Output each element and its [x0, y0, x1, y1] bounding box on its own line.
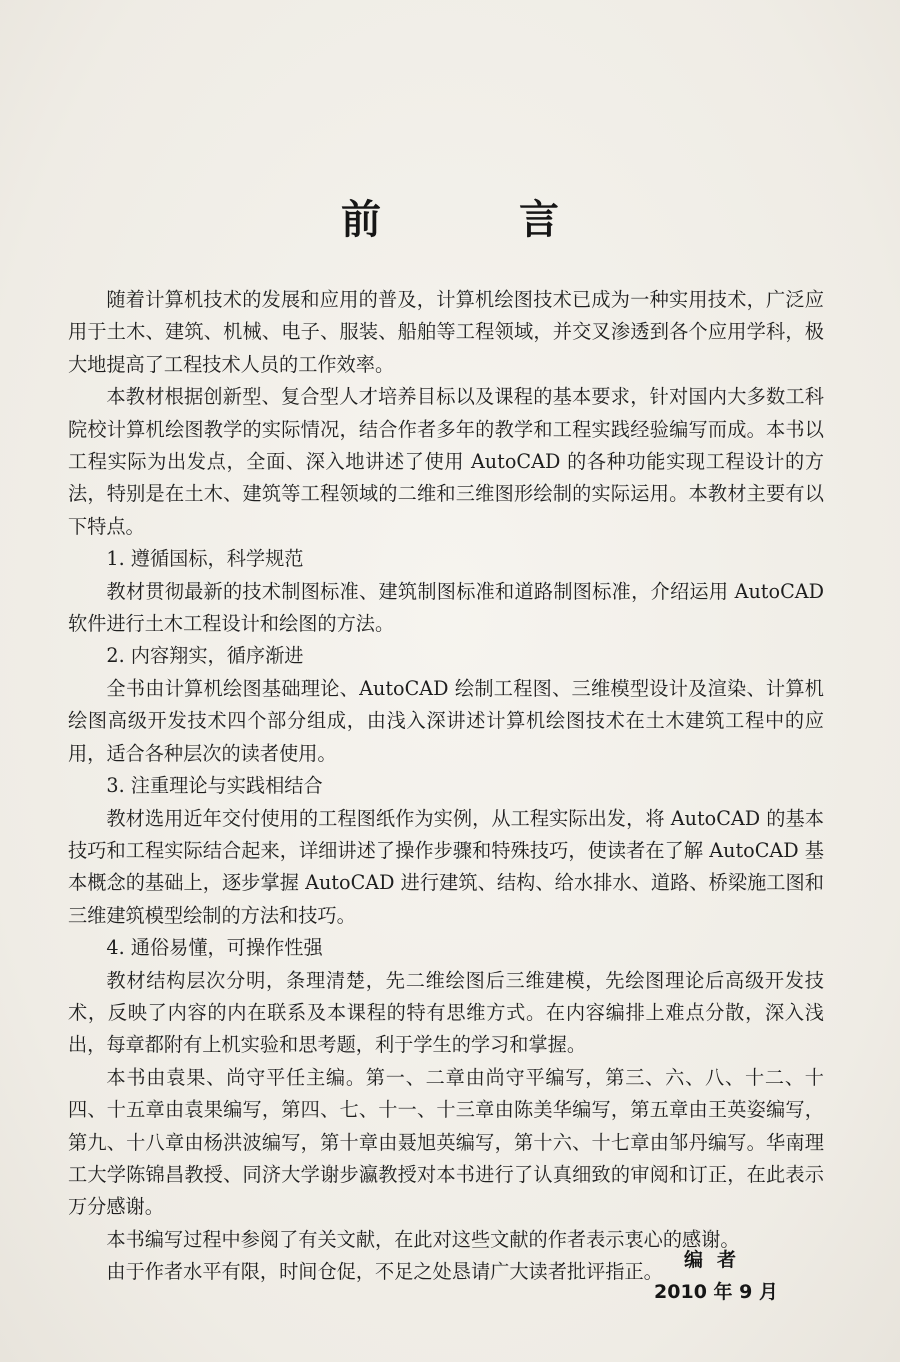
feature-heading: 1. 遵循国标，科学规范	[106, 547, 304, 571]
paragraph: 随着计算机技术的发展和应用的普及，计算机绘图技术已成为一种实用技术，广泛应用于土木、建筑、机械、电子、服装、船舶等工程领域，并交叉渗透到各个应用学科，极大地提高了工程技术人员的工作效率。	[68, 288, 824, 376]
feature-heading: 2. 内容翔实，循序渐进	[106, 644, 304, 668]
paragraph: 本教材根据创新型、复合型人才培养目标以及课程的基本要求，针对国内大多数工科院校计算机绘图教学的实际情况，结合作者多年的教学和工程实践经验编写而成。本书以工程实际为出发点，全面、深入地讲述了使用 AutoCAD 的各种功能实现工程设计的方法，特别是在土木、建筑等工程领域的二维和三维图形绘制的实际运用。本教材主要有以下特点。	[68, 385, 824, 538]
paragraph: 全书由计算机绘图基础理论、AutoCAD 绘制工程图、三维模型设计及渲染、计算机绘图高级开发技术四个部分组成，由浅入深讲述计算机绘图技术在土木建筑工程中的应用，适合各种层次的读者使用。	[68, 676, 824, 765]
paragraph: 教材结构层次分明，条理清楚，先二维绘图后三维建模，先绘图理论后高级开发技术，反映了内容的内在联系及本课程的特有思维方式。在内容编排上难点分散，深入浅出，每章都附有上机实验和思考题，利于学生的学习和掌握。	[68, 968, 824, 1057]
feature-heading: 3. 注重理论与实践相结合	[106, 774, 323, 798]
signature-date: 2010 年 9 月	[654, 1281, 778, 1303]
paragraph: 教材贯彻最新的技术制图标准、建筑制图标准和道路制图标准，介绍运用 AutoCAD 软件进行土木工程设计和绘图的方法。	[68, 579, 824, 636]
author-signature: 编者	[683, 1249, 750, 1271]
feature-heading: 4. 通俗易懂，可操作性强	[106, 936, 323, 960]
paragraph: 本书编写过程中参阅了有关文献，在此对这些文献的作者表示衷心的感谢。	[106, 1227, 740, 1251]
paragraph: 由于作者水平有限，时间仓促，不足之处恳请广大读者批评指正。	[106, 1260, 663, 1284]
page-title: 前 言	[341, 197, 621, 243]
preface-body	[68, 284, 824, 1289]
paragraph: 教材选用近年交付使用的工程图纸作为实例，从工程实际出发，将 AutoCAD 的基本技巧和工程实际结合起来，详细讲述了操作步骤和特殊技巧，使读者在了解 AutoCAD 基本概念的基础上，逐步掌握 AutoCAD 进行建筑、结构、给水排水、道路、桥梁施工图和三维建筑模型绘制的方法和技巧。	[68, 806, 824, 927]
paragraph: 本书由袁果、尚守平任主编。第一、二章由尚守平编写，第三、六、八、十二、十四、十五章由袁果编写，第四、七、十一、十三章由陈美华编写，第五章由王英姿编写，第九、十八章由杨洪波编写，第十章由聂旭英编写，第十六、十七章由邹丹编写。华南理工大学陈锦昌教授、同济大学谢步瀛教授对本书进行了认真细致的审阅和订正，在此表示万分感谢。	[68, 1065, 824, 1219]
